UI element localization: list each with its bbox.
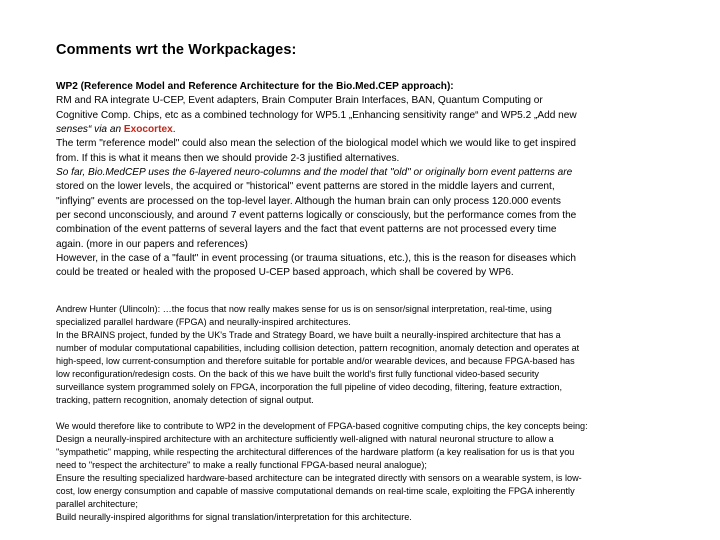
text-line: surveillance system programmed solely on FPGA, incorporation the full pipeline of video decoding, filtering, feature extraction,: [56, 382, 562, 392]
text-line: could be treated or healed with the proposed U-CEP based approach, which shall be covered by WP6.: [56, 267, 514, 279]
exocortex-term: Exocortex: [123, 124, 173, 136]
text-line: Cognitive Comp. Chips, etc as a combined technology for WP5.1 „Enhancing sensitivity range“ and WP5.2 „Add new: [56, 109, 577, 121]
text-line: number of modular computational capabilities, including collision detection, pattern recognition, anomaly detection and operates at: [56, 343, 580, 353]
text-line: [56, 123, 706, 137]
text-fragment: .: [172, 124, 176, 136]
text-line: again. (more in our papers and references): [56, 238, 248, 250]
text-line: specialized parallel hardware (FPGA) and neurally-inspired architectures.: [56, 317, 351, 327]
text-line: We would therefore like to contribute to WP2 in the development of FPGA-based cognitive computing chips, the key concepts being:: [56, 421, 588, 431]
text-line: Build neurally-inspired algorithms for signal translation/interpretation for this architecture.: [56, 512, 412, 523]
text-line: low reconfiguration/redesign costs. On the back of this we have built the world's first fully functional video-based security: [56, 369, 539, 379]
text-line: Andrew Hunter (Ulincoln): …the focus that now really makes sense for us is on sensor/signal interpretation, real-time, using: [56, 304, 552, 314]
fpga-contribution-block: [56, 420, 706, 524]
text-line: parallel architecture;: [56, 499, 138, 510]
text-fragment: senses“ via an: [56, 124, 124, 136]
text-line: need to "respect the architecture" to make a really functional FPGA-based neural analogue);: [56, 460, 427, 471]
andrew-hunter-quote-block: [56, 303, 706, 407]
text-line: The term "reference model" could also mean the selection of the biological model which we would like to get inspired: [56, 138, 576, 150]
page-title: Comments wrt the Workpackages:: [56, 42, 297, 58]
text-line: tracking, pattern recognition, anomaly detection of signal output.: [56, 395, 314, 405]
text-line: However, in the case of a "fault" in event processing (or trauma situations, etc.), this is the reason for diseases which: [56, 253, 576, 265]
text-line: combination of the event patterns of several layers and the fact that event patterns are not processed every time: [56, 224, 557, 236]
text-line: "inflying" events are processed on the top-level layer. Although the human brain can only process 120.000 events: [56, 195, 561, 207]
text-line: high-speed, low current-consumption and therefore suitable for portable and/or wearable devices, and because FPGA-based has: [56, 356, 575, 366]
text-line: per second unconsciously, and around 7 event patterns logically or consciously, but the performance comes from the: [56, 210, 577, 222]
text-line: from. If this is what it means then we should provide 2-3 justified alternatives.: [56, 152, 400, 164]
wp2-comment-block: [56, 80, 706, 281]
text-line: "sympathetic" mapping, while respecting the architectural differences of the hardware platform (a key realisation for us is that you: [56, 447, 575, 458]
text-line: Design a neurally-inspired architecture with an architecture sufficiently well-aligned with natural neuronal structure to allow a: [56, 434, 554, 445]
wp2-heading: WP2 (Reference Model and Reference Architecture for the Bio.Med.CEP approach):: [56, 81, 454, 92]
text-line: In the BRAINS project, funded by the UK's Trade and Strategy Board, we have built a neurally-inspired architecture that has a: [56, 330, 561, 340]
text-line: So far, Bio.MedCEP uses the 6-layered neuro-columns and the model that "old" or originally born event patterns are: [56, 167, 573, 179]
text-line: stored on the lower levels, the acquired or "historical" event patterns are stored in the middle layers and current,: [56, 181, 555, 193]
text-line: RM and RA integrate U-CEP, Event adapters, Brain Computer Brain Interfaces, BAN, Quantum Computing or: [56, 95, 543, 107]
text-line: Ensure the resulting specialized hardware-based architecture can be integrated directly with sensors on a wearable system, is low-: [56, 473, 582, 484]
text-line: cost, low energy consumption and capable of massive computational demands on real-time scale, exploiting the FPGA inherently: [56, 486, 575, 497]
